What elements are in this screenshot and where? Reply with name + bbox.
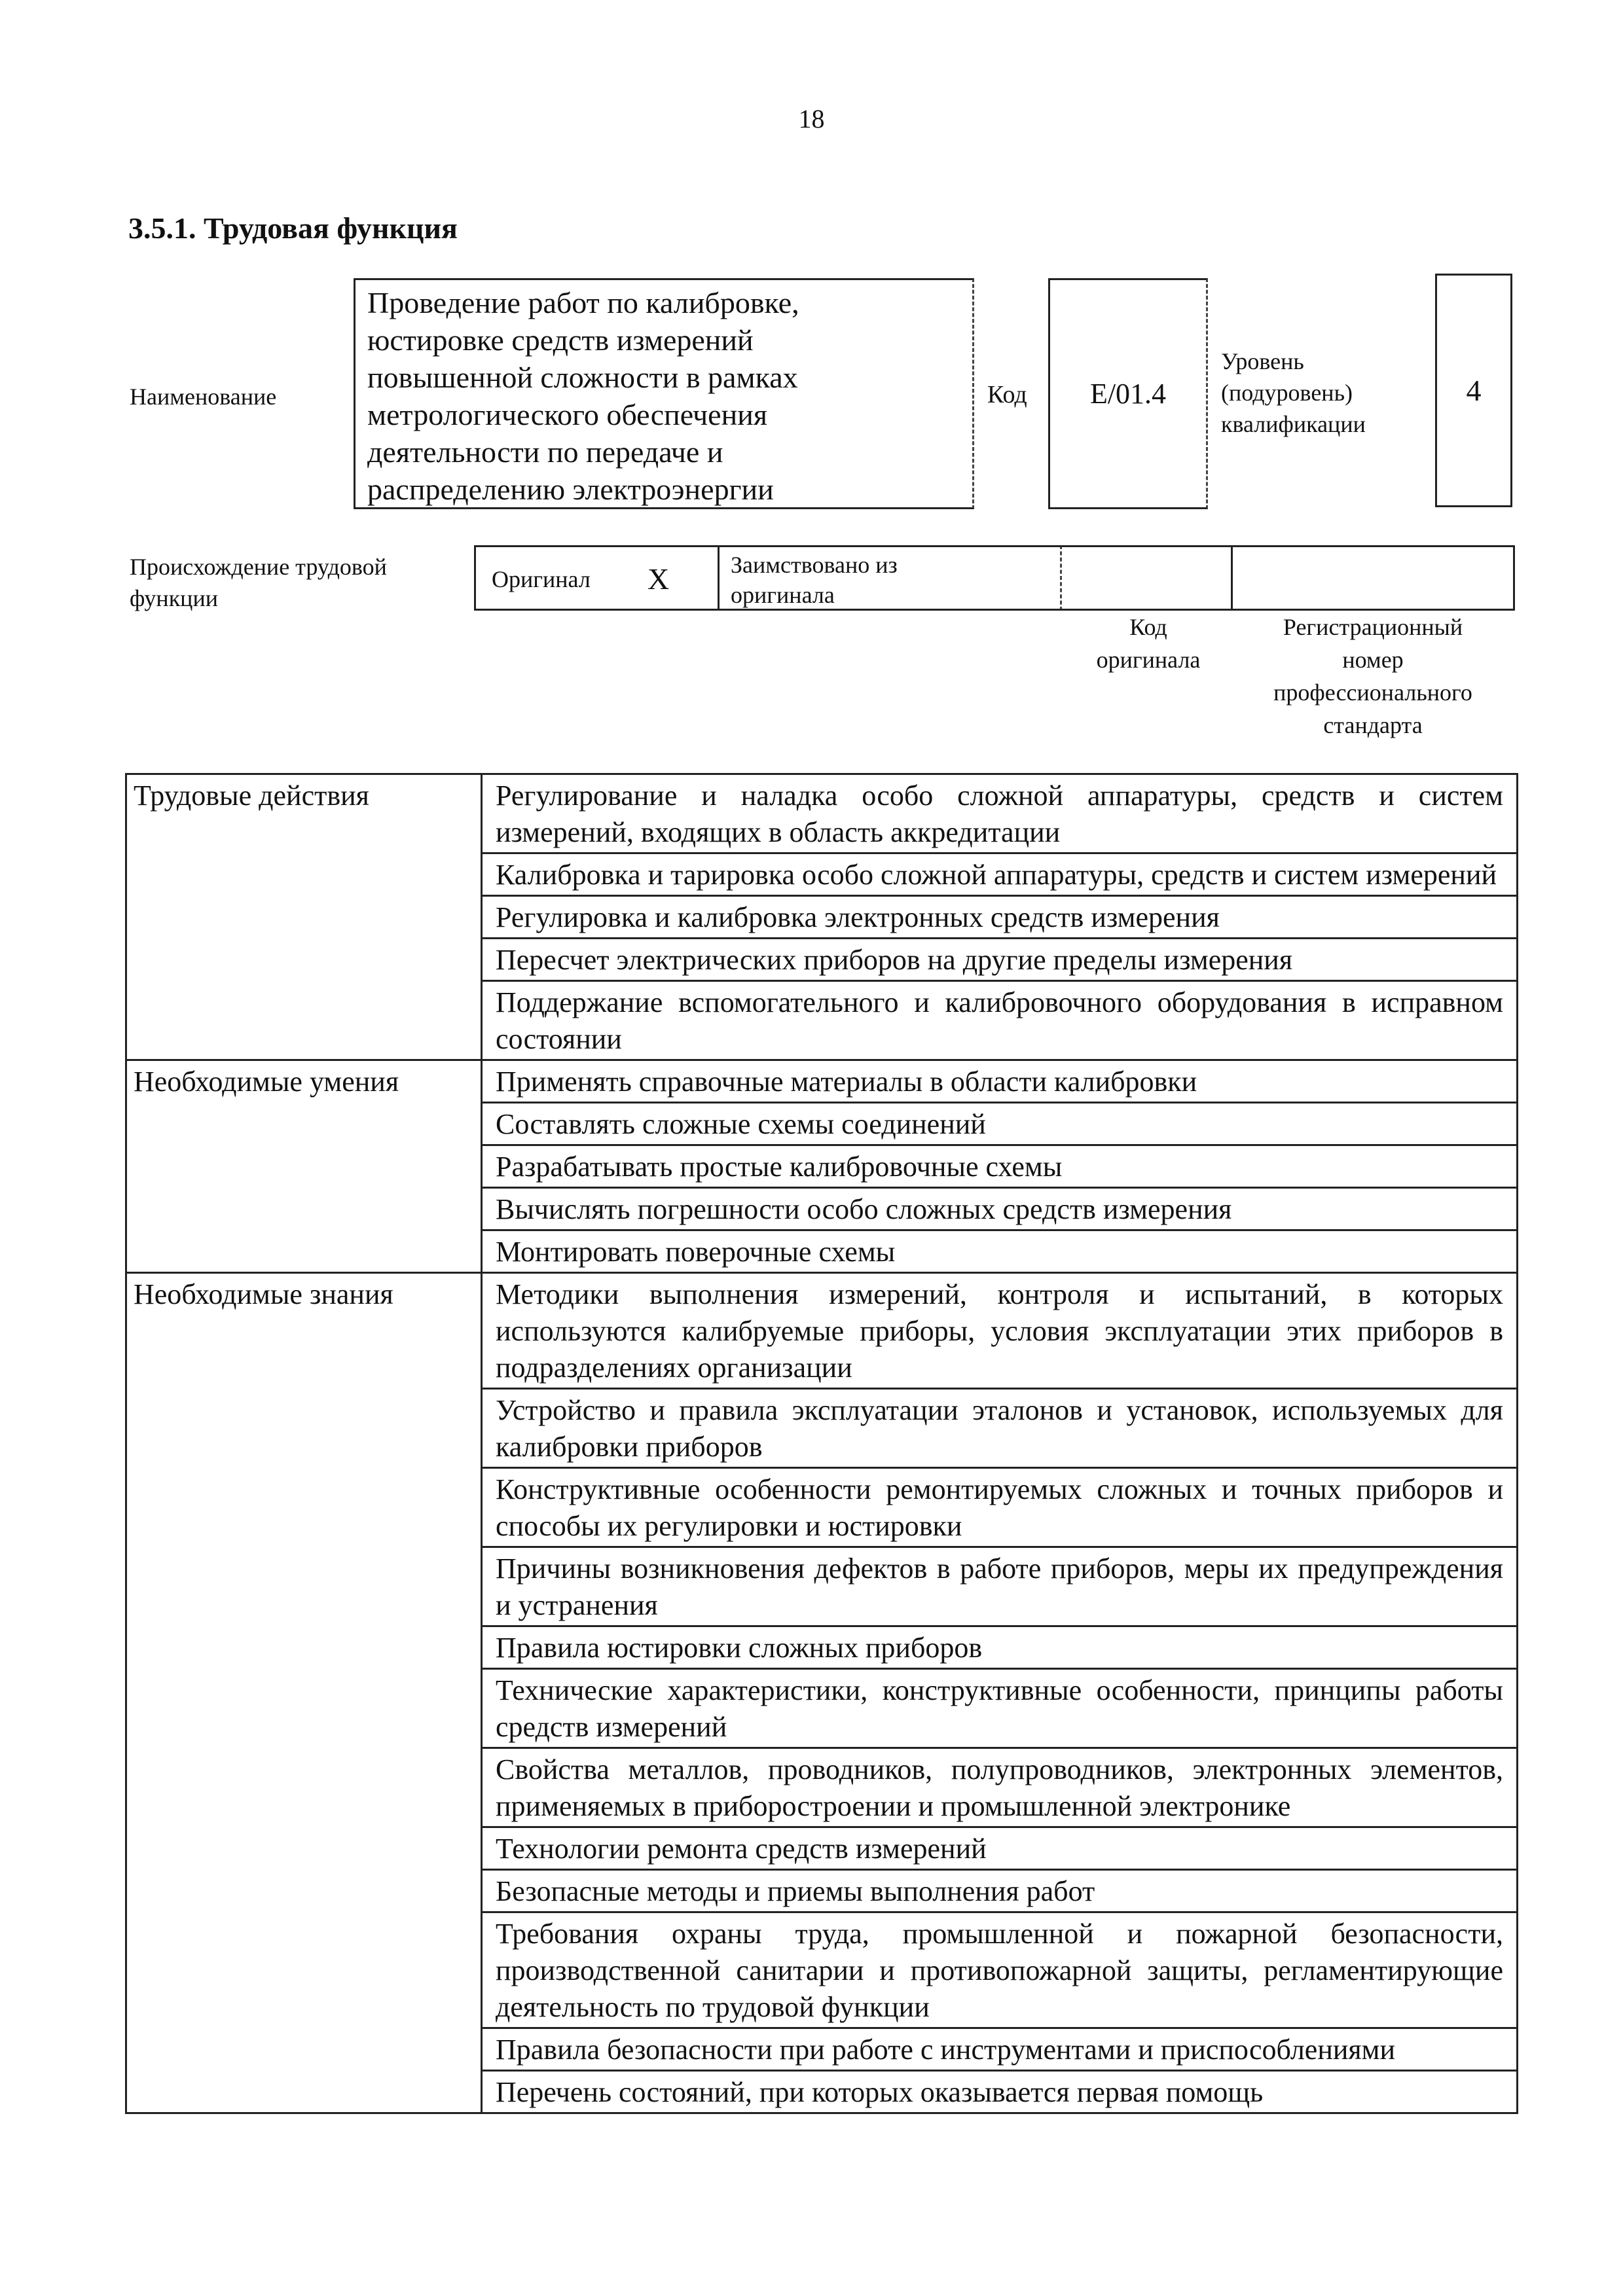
code-label: Код xyxy=(987,381,1027,408)
table-cell: Устройство и правила эксплуатации эталонов и установок, используемых для калибровки приборов xyxy=(482,1389,1518,1468)
table-cell: Применять справочные материалы в области калибровки xyxy=(482,1060,1518,1103)
level-value-box xyxy=(1435,274,1512,507)
name-label: Наименование xyxy=(130,384,277,410)
code-value: E/01.4 xyxy=(1089,378,1167,410)
reg-caption-line: стандарта xyxy=(1323,712,1423,738)
section-heading: 3.5.1. Трудовая функция xyxy=(128,211,458,245)
section-title: Трудовые действия xyxy=(126,774,482,1060)
table-row xyxy=(126,774,1518,853)
section-title: Необходимые знания xyxy=(126,1273,482,2113)
table-cell: Монтировать поверочные схемы xyxy=(482,1230,1518,1273)
level-label xyxy=(1221,346,1366,440)
table-cell: Технические характеристики, конструктивные особенности, принципы работы средств измерений xyxy=(482,1669,1518,1748)
level-label-line: Уровень xyxy=(1221,348,1304,374)
table-cell: Конструктивные особенности ремонтируемых сложных и точных приборов и способы их регулировки и юстировки xyxy=(482,1468,1518,1547)
table-cell: Пересчет электрических приборов на другие пределы измерения xyxy=(482,939,1518,981)
origin-reg-caption xyxy=(1231,611,1515,742)
table-cell: Регулировка и калибровка электронных средств измерения xyxy=(482,896,1518,939)
section-title: Необходимые умения xyxy=(126,1060,482,1273)
table-cell: Правила юстировки сложных приборов xyxy=(482,1626,1518,1669)
reg-caption-line: профессионального xyxy=(1273,679,1472,706)
origin-borrowed-cell xyxy=(718,545,1062,611)
original-label: Оригинал xyxy=(492,566,591,592)
table-cell: Методики выполнения измерений, контроля и испытаний, в которых используются калибруемые приборы, условия эксплуатации этих приборов в подразделениях организации xyxy=(482,1273,1518,1389)
table-cell: Перечень состояний, при которых оказывается первая помощь xyxy=(482,2071,1518,2113)
page-number: 18 xyxy=(798,104,825,134)
original-mark: X xyxy=(647,562,670,596)
code-caption-line: Код xyxy=(1129,614,1167,640)
table-cell: Регулирование и наладка особо сложной аппаратуры, средств и систем измерений, входящих в область аккредитации xyxy=(482,774,1518,853)
table-row xyxy=(126,1273,1518,1389)
code-caption-line: оригинала xyxy=(1096,647,1201,673)
table-cell: Свойства металлов, проводников, полупроводников, электронных элементов, применяемых в приборостроении и промышленной электронике xyxy=(482,1748,1518,1827)
origin-reg-number-cell xyxy=(1231,545,1515,611)
code-value-box xyxy=(1048,278,1208,509)
table-cell: Правила безопасности при работе с инструментами и приспособлениями xyxy=(482,2028,1518,2071)
table-cell: Составлять сложные схемы соединений xyxy=(482,1103,1518,1145)
table-cell: Безопасные методы и приемы выполнения работ xyxy=(482,1870,1518,1912)
labor-function-table xyxy=(125,773,1518,2114)
origin-label-line: Происхождение трудовой xyxy=(130,554,387,580)
level-label-line: (подуровень) xyxy=(1221,380,1353,406)
reg-caption-line: Регистрационный xyxy=(1283,614,1463,640)
table-cell: Причины возникновения дефектов в работе приборов, меры их предупреждения и устранения xyxy=(482,1547,1518,1626)
origin-code-caption xyxy=(1064,611,1233,676)
table-row xyxy=(126,1060,1518,1103)
origin-label-line: функции xyxy=(130,585,218,611)
level-value: 4 xyxy=(1466,374,1482,407)
borrowed-label-line: оригинала xyxy=(731,582,835,608)
function-name-line: повышенной сложности в рамках xyxy=(367,361,798,394)
table-cell: Разрабатывать простые калибровочные схемы xyxy=(482,1145,1518,1188)
function-name-line: Проведение работ по калибровке, xyxy=(367,286,799,319)
table-cell: Технологии ремонта средств измерений xyxy=(482,1827,1518,1870)
table-cell: Поддержание вспомогательного и калибровочного оборудования в исправном состоянии xyxy=(482,981,1518,1060)
function-name-line: деятельности по передаче и xyxy=(367,435,723,469)
level-label-line: квалификации xyxy=(1221,411,1366,437)
table-cell: Калибровка и тарировка особо сложной аппаратуры, средств и систем измерений xyxy=(482,853,1518,896)
function-name-box xyxy=(354,278,974,509)
function-name-line: распределению электроэнергии xyxy=(367,473,774,506)
origin-label xyxy=(130,551,387,614)
borrowed-label-line: Заимствовано из xyxy=(731,552,898,578)
function-name-line: юстировке средств измерений xyxy=(367,323,754,357)
reg-caption-line: номер xyxy=(1342,647,1404,673)
function-name-line: метрологического обеспечения xyxy=(367,398,767,431)
origin-original-cell xyxy=(474,545,720,611)
origin-code-cell xyxy=(1060,545,1233,611)
table-cell: Вычислять погрешности особо сложных средств измерения xyxy=(482,1188,1518,1230)
table-cell: Требования охраны труда, промышленной и пожарной безопасности, производственной санитарии и противопожарной защиты, регламентирующие деятельность по трудовой функции xyxy=(482,1912,1518,2028)
